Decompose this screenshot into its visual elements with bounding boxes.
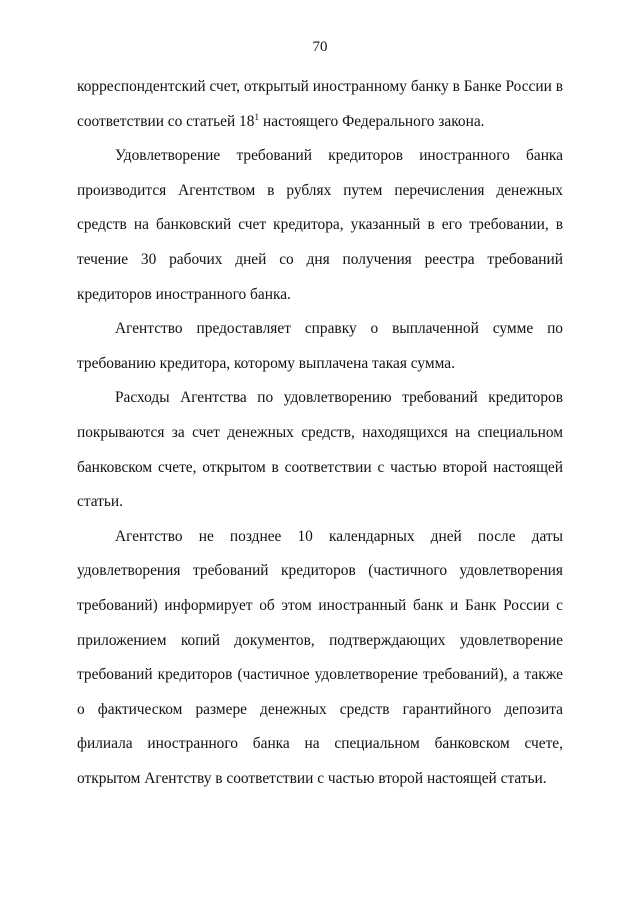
paragraph-agency-expenses: Расходы Агентства по удовлетворению требований кредиторов покрываются за счет денежных средств, находящихся на специальном банковском счете, открытом в соответствии с частью второй настоящей статьи.	[77, 389, 563, 511]
superscript-article-index: 1	[254, 112, 260, 123]
document-body	[77, 70, 563, 796]
paragraph-continuation	[77, 70, 563, 139]
paragraph-text: настоящего Федерального закона.	[259, 112, 485, 130]
paragraph-agency-certificate: Агентство предоставляет справку о выплаченной сумме по требованию кредитора, которому выплачена такая сумма.	[77, 320, 563, 372]
paragraph-text: корреспондентский счет, открытый иностранному банку в Банке России в соответствии со статьей 18	[77, 78, 563, 130]
paragraph-creditor-satisfaction: Удовлетворение требований кредиторов иностранного банка производится Агентством в рублях путем перечисления денежных средств на банковский счет кредитора, указанный в его требовании, в течение 30 рабочих дней со дня получения реестра требований кредиторов иностранного банка.	[77, 147, 563, 303]
page-number: 70	[312, 39, 328, 55]
paragraph-agency-notification: Агентство не позднее 10 календарных дней после даты удовлетворения требований кредиторов (частичного удовлетворения требований) информирует об этом иностранный банк и Банк России с приложением копий документов, подтверждающих удовлетворение требований кредиторов (частичное удовлетворение требований), а также о фактическом размере денежных средств гарантийного депозита филиала иностранного банка на специальном банковском счете, открытом Агентству в соответствии с частью второй настоящей статьи.	[77, 527, 563, 787]
